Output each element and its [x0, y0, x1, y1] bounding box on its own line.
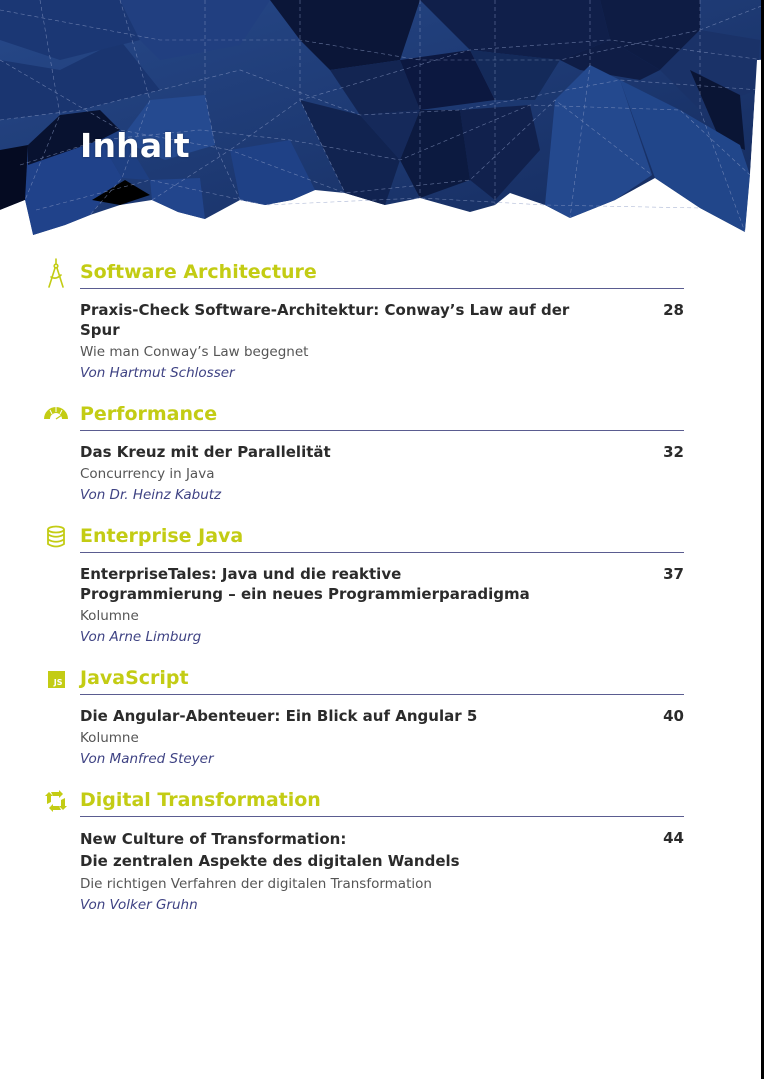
table-of-contents [40, 258, 684, 932]
section-title: Digital Transformation [80, 789, 321, 811]
polygon-pattern [0, 0, 764, 240]
section-performance [40, 400, 684, 506]
article-title[interactable]: Die Angular-Abenteuer: Ein Blick auf Angular 5 [80, 707, 478, 725]
article-author: Von Manfred Steyer [80, 751, 214, 767]
page-number: 44 [663, 829, 684, 847]
article-title[interactable]: Praxis-Check Software-Architektur: Conway’s Law auf der Spur [80, 301, 570, 339]
article-title-line: New Culture of Transformation: [80, 830, 347, 848]
section-title: JavaScript [80, 667, 189, 689]
article-author: Von Volker Gruhn [80, 897, 198, 913]
article-entry[interactable] [80, 695, 684, 770]
article-subtitle: Concurrency in Java [80, 466, 215, 482]
header-banner [0, 0, 764, 240]
article-entry[interactable] [80, 817, 684, 916]
speedometer-icon [42, 401, 70, 429]
section-javascript [40, 664, 684, 770]
article-title-line: Die zentralen Aspekte des digitalen Wandels [80, 852, 460, 870]
article-entry[interactable] [80, 431, 684, 506]
section-header [80, 522, 684, 553]
section-header [80, 786, 684, 817]
article-title-line: EnterpriseTales: Java und die reaktive [80, 565, 402, 583]
article-entry[interactable] [80, 289, 684, 384]
page-number: 37 [663, 565, 684, 583]
article-title-line: Programmierung – ein neues Programmierparadigma [80, 585, 530, 603]
article-entry[interactable] [80, 553, 684, 648]
section-header [80, 258, 684, 289]
article-author: Von Dr. Heinz Kabutz [80, 487, 222, 503]
js-badge: JS [48, 671, 65, 688]
article-subtitle: Kolumne [80, 730, 139, 746]
js-icon [42, 665, 70, 693]
page-number: 32 [663, 443, 684, 461]
article-title[interactable]: Das Kreuz mit der Parallelität [80, 443, 331, 461]
article-title[interactable] [80, 828, 600, 872]
article-author: Von Arne Limburg [80, 629, 202, 645]
page-number: 28 [663, 301, 684, 319]
section-software-architecture [40, 258, 684, 384]
section-title: Performance [80, 403, 218, 425]
section-title: Software Architecture [80, 261, 317, 283]
article-title[interactable] [80, 564, 600, 604]
section-enterprise-java [40, 522, 684, 648]
article-subtitle: Wie man Conway’s Law begegnet [80, 344, 309, 360]
article-author: Von Hartmut Schlosser [80, 365, 235, 381]
database-icon [42, 523, 70, 551]
section-header [53, 664, 684, 695]
compass-icon [42, 259, 70, 287]
section-digital-transformation [40, 786, 684, 916]
page-title: Inhalt [80, 126, 190, 165]
article-subtitle: Die richtigen Verfahren der digitalen Transformation [80, 876, 432, 892]
page-number: 40 [663, 707, 684, 725]
section-title: Enterprise Java [80, 525, 244, 547]
article-subtitle: Kolumne [80, 608, 139, 624]
recycle-arrows-icon [42, 787, 70, 815]
section-header [80, 400, 684, 431]
